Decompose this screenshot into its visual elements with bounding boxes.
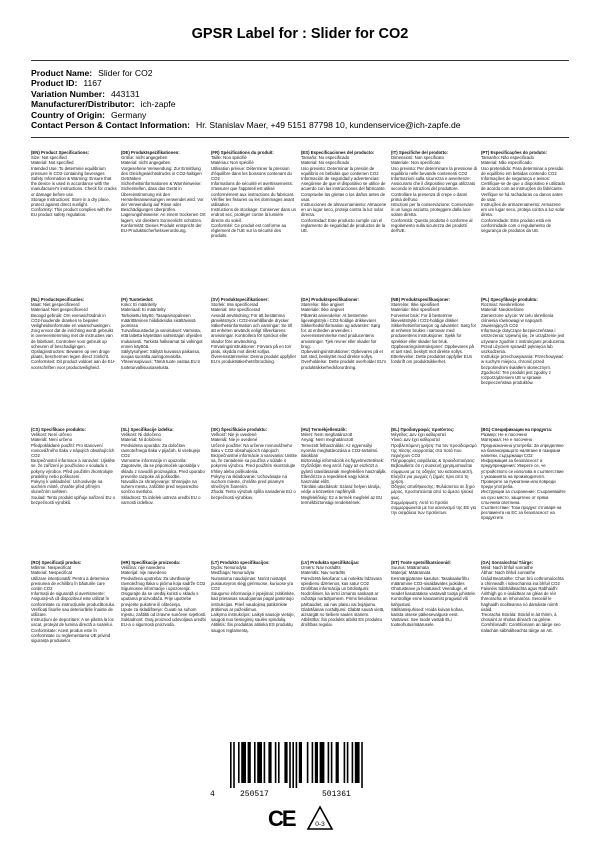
recycling-code: 0-3 [315,821,325,828]
spec-heading: (NL) Productspecificaties: [31,297,85,302]
spec-text: Tamanho: Não especificado Material: Não especificado Uso pretendido: Para determinar a pressão de equilíbrio em bebidas contendo CO2 Informações de segurança e avisos: Certifique-se de que o dispositivo é utilizado de acordo com as instruções do fabricante. Verifique se há rachaduras ou danos antes de usar. Instruções de armazenamento: Armazene em um lugar seco, proteja contra a luz solar direta. Conformidade: Este produto está em conformidade com o regulamento de segurança de produtos da UE. [481,155,566,234]
spec-block-sl [121,427,211,560]
spec-text: Taille: Non spécifié Matériau: Non spécifié Utilisation prévue: Déterminer la pression d'équilibre dans les boissons contenant du CO2 Informations de sécurité et avertissements: S'assurer que l'appareil est utilisé conformément aux instructions du fabricant. Vérifier les fissures ou les dommages avant utilisation. Instructions de stockage: Conserver dans un endroit sec, protéger contre la lumière directe du soleil. Conformité: Ce produit est conforme au règlement de l'UE sur la sécurité des produits. [211,155,297,239]
spec-block-ro [31,560,121,708]
product-id-value: 1167 [83,78,102,89]
spec-heading: (RO) Specificații produs: [31,560,82,565]
spec-block-bg [481,427,571,560]
spec-text: Veličina: nije navedeno Materijal: nije navedeno Predviđena upotreba: Za utvrđivanje ravnotežnog tlaka u pićima koja sadrže CO2 Sigurnosne informacije i upozorenja: Osigurajte da se uređaj koristi u skladu s uputama proizvođača. Prije upotrebe provjerite pukotine ili oštećenja. Upute za skladištenje: Čuvati na suhom mjestu, zaštititi od izravne sunčeve svjetlosti. Sukladnost: Ovaj proizvod udovoljava uredbi EU-a o sigurnosti proizvoda. [121,565,207,628]
spec-text: Dimensioni: Non specificato Materiale: Non specificato Uso previsto: Per determinare la pressione di equilibrio nelle bevande contenenti CO2 Informazioni sulla sicurezza e avvertenze: Assicurarsi che il dispositivo venga utilizzato secondo le istruzioni del produttore. Controllare la presenza di crepe o danni prima dell'uso. Istruzioni per la conservazione: Conservare in un luogo asciutto, proteggere dalla luce solare diretta. Conformità: Questo prodotto è conforme al regolamento sulla sicurezza dei prodotti dell'UE. [391,155,477,234]
spec-block-el [391,427,481,560]
country-of-origin-label: Country of Origin: [31,109,105,120]
ce-mark: CE [268,806,295,831]
spec-text: Größe: nicht angegeben Material: nicht angegeben Vorgesehene Verwendung: Zur Ermittlung des Gleichgewichtsdrucks in CO2-haltigen Getränken Sicherheitsinformationen & Warnhinweise: Sicherstellen, dass das Gerät in Übereinstimmung mit den Herstelleranweisungen verwendet wird. Vor der Verwendung auf Risse oder Beschädigungen überprüfen. Lagerungshinweise: An einem trockenen Ort lagern, vor direktem Sonnenlicht schützen. Konformität: Dieses Produkt entspricht der EU-Produktsicherheitsverordnung. [121,155,206,234]
spec-block-fr [211,150,301,297]
spec-heading: (EN) Product Specifications: [31,150,90,155]
barcode-bar [233,742,235,788]
spec-text: Storlek: Inte specificerad Material: Inte specificerad Avsedd användning: För att bestämma jämviktstryck i CO2-innehållande drycker Säkerhetsinformation och varningar: Se till att enheten används enligt tillverkarens anvisningar. Kontrollera för sprickor eller skador före användning. Förvaringsinstruktioner: Förvara på en torr plats, skydda mot direkt solljus. Överensstämmelse: Denna produkt uppfyller EU:s produktsäkerhetsförordning. [211,302,297,365]
spec-heading: (FR) Spécifications du produit: [211,150,274,155]
spec-heading: (NB) Produktspesifikasjoner: [391,297,451,302]
contact-label: Contact Person & Contact Information: [31,120,190,131]
barcode-bar [312,742,314,783]
barcode-bar [284,742,287,783]
spec-text: Μέγεθος: Δεν έχει καθοριστεί Υλικό: Δεν έχει καθοριστεί Προβλεπόμενη χρήση: Για τον προσδιορισμό της πίεσης ισορροπίας στα ποτά που περιέχουν CO2 Πληροφορίες ασφάλειας & προειδοποιήσεις: Βεβαιωθείτε ότι η συσκευή χρησιμοποιείται σύμφωνα με τις οδηγίες του κατασκευαστή. Ελέγξτε για ρωγμές ή ζημιές πριν από τη χρήση. Οδηγίες αποθήκευσης: Φυλάσσεται σε ξηρό μέρος, προστατεύεται από το άμεσο ηλιακό φως. Συμμόρφωση: Αυτό το προϊόν συμμορφώνεται με τον κανονισμό της ΕΕ για την ασφάλεια των προϊόντων. [391,432,477,516]
label-title: GPSR Label for : Slider for CO2 [191,26,409,42]
spec-heading: (LT) Produkto specifikacijos: [211,560,270,565]
product-info [31,68,591,130]
specifications-grid [31,150,571,708]
spec-block-pl [481,297,571,427]
spec-block-es [301,150,391,297]
spec-block-et [391,560,481,708]
top-divider [31,60,569,61]
barcode-bar [328,742,330,783]
barcode-bar [299,742,302,783]
spec-block-sk [211,427,301,560]
barcode-bar [361,742,363,788]
spec-text: Størrelse: Ikke spesifisert Materiale: Ikke spesifisert Forventet bruk: For å bestemme likevektstrykk i CO2-holdige drikker Sikkerhetsinformasjon og advarsler: Sørg for at enheten brukes i samsvar med produsentens instruksjoner. Sjekk for sprekker eller skader før bruk. Oppbevaringsinstruksjoner: Oppbevares på et tørt sted, beskytt mot direkte sollys. Etterlevelse: Dette produktet oppfyller EUs forskrift om produktsikkerhet. [391,302,477,365]
product-name-label: Product Name: [31,68,93,78]
spec-heading: (SV) Produktspecifikationer: [211,297,269,302]
spec-heading: (PL) Specyfikacje produktu: [481,297,538,302]
spec-heading: (SL) Specifikacije izdelka: [121,427,174,432]
contact-row [31,120,591,130]
spec-block-nl [31,297,121,427]
spec-block-de [121,150,211,297]
barcode-bar [238,742,240,783]
ean-barcode [210,742,400,802]
variation-number-row [31,89,591,99]
spec-block-lt [211,560,301,708]
spec-block-sv [211,297,301,427]
spec-block-hu [301,427,391,560]
spec-text: Méret: Nem meghatározott Anyag: Nem meghatározott Tervezett felhasználás: Az egyensúlyi nyomás meghatározása a CO2-tartalmú italokban Biztonsági információk és figyelmeztetések: Győződjön meg arról, hogy az eszközt a gyártó utasításainak megfelelően használják. Ellenőrizze a repedések vagy károk használat előtt. Tárolási utasítások: Száraz helyen tárolja, védje a közvetlen napfénytől. Megfelelőség: Ez a termék megfelel az EU termékbiztonsági rendeletének. [301,432,387,505]
manufacturer-label: Manufacturer/Distributor: [31,99,135,110]
product-id-label: Product ID: [31,78,78,89]
barcode-bar [296,742,298,788]
barcode-bar [307,742,309,783]
spec-text: Velikost: Ni določeno Material: Ni določeno Predvidena uporaba: Za določitev ravnotežnega tlaka v pijačah, ki vsebujejo CO2 Varnostne informacije in opozorila: Zagotovite, da se pripomoček uporablja v skladu z navodili proizvajalca. Pred uporabo preverite razpoke ali poškodbe. Navodila za shranjevanje: Shranjujte na suhem mestu, zaščitite pred neposredno sončno svetlobo. Skladnost: Ta izdelek ustreza uredbi EU o varnosti izdelkov. [121,432,205,505]
spec-heading: (BG) Спецификации на продукта: [481,427,553,432]
spec-heading: (ES) Especificaciones del producto: [301,150,375,155]
variation-number-value: 443131 [111,88,140,99]
barcode-bar [315,742,318,783]
spec-heading: (LV) Produkta specifikācijas: [301,560,360,565]
spec-block-da [301,297,391,427]
barcode-bar [241,742,246,783]
spec-block-nb [391,297,481,427]
variation-number-label: Variation Number: [31,88,106,99]
barcode-bar [254,742,256,783]
barcode-bar [264,742,266,783]
info-divider [31,137,569,138]
spec-text: Mărime: Nespecificat Material: Nespecificat Utilizare intenționată: Pentru a determina presiunea de echilibru în băuturile care conțin CO2 Informații de siguranță și avertismente: Asigurați-vă că dispozitivul este utilizat în conformitate cu instrucțiunile producătorului. Verificați fisurile sau deteriorările înainte de utilizare. Instrucțiuni de depozitare: A se păstra la loc uscat, protejat de lumina directă a soarelui. Conformitate: Acest produs este în conformitate cu reglementarea UE privind siguranța produselor. [31,565,116,644]
spec-text: Suurus: Määramata Materjal: Määramata Eesmärgipärane kasutus: Tasakaalurõhu määramine CO2-sisaldavates jookides Ohutusteave ja hoiatused: Veenduge, et seadet kasutatakse vastavalt tootja juhistele. Kontrollige enne kasutamist pragusid või kahjustusi. Säilitamisjuhised: Hoida kuivas kohas, kaitsta otsese päikesevalguse eest. Vastavus: See toode vastab ELi tooteohutusmäärusele. [391,565,477,628]
barcode-bar [289,742,291,788]
spec-text: Size: Not specified Material: Not specified Intended Use: To determine equilibrium pressure in CO2-containing beverages Safety Information & Warning: Ensure that the device is used in accordance with the manufacturer's instructions. Check for cracks or damage before use. Storage Instructions: Store in a dry place, protect against direct sunlight. Conformity: This product complies with the EU product safety regulation. [31,155,117,218]
spec-heading: (CS) Specifikace produktu: [31,427,86,432]
barcode-bar [268,742,271,783]
barcode-bar [230,742,232,788]
barcode-left-digits: 250517 [240,790,269,799]
spec-text: Størrelse: Ikke angivet Materiale: Ikke angivet Påtænkt anvendelse: At bestemme ligevægtstryk i CO2-holdige drikkevarer Sikkerhedsinformation og advarsler: Sørg for, at enheden anvendes i overensstemmelse med producentens anvisninger. Tjek revner eller skader før brug. Opbevaringsinstruktioner: Opbevares på et tørt sted, beskyttet mod direkte sollys. Overholdelse: Dette produkt overholder EU's produktsikkerhedsforordning. [301,302,387,370]
spec-heading: (IT) Specifiche del prodotto: [391,150,449,155]
spec-text: Méid: Nach bhfuil sonraithe Ábhar: Nach bhfuil sonraithe Úsáid Beartaithe: Chun brú cothromaíochta a chinneadh i ndeochanna ina bhfuil CO2 Faisnéis Sábháilteachta agus Rabhaidh: Áirithigh go n-úsáidtear an gléas de réir threoracha an mhonaróra. Seiceáil le haghaidh scoilteanna nó damáiste roimh úsáid. Treoracha Stórála: Stóráil in áit thirim, á chosaint ar sholas díreach na gréine. Comhlíonadh: Comhlíonann an táirge seo rialachán sábháilteachta táirge an AE. [481,565,564,633]
spec-block-hr [121,560,211,708]
barcode-bar [248,742,251,783]
spec-heading: (ET) Toote spetsifikatsioonid: [391,560,452,565]
spec-text: Dydis: Nenurodyta Medžiaga: Nenurodyta Numatoma naudojimas: Norint nustatyti pusiausvyros slėgį gėrimuose, kuriuose yra CO2 Saugumo informacija ir įspėjimai: Įsitikinkite, kad prietaisas naudojamas pagal gamintojo instrukcijas. Prieš naudojimą patikrinkite įtrūkimus ar pažeidimus. Laikymo instrukcijos: Laikyti sausoje vietoje, saugoti nuo tiesioginių saulės spindulių. Atitiktis: Šis produktas atitinka ES produktų saugos reglamentą. [211,565,296,633]
barcode-bar [336,742,339,783]
manufacturer-value: ich-zapfe [140,99,176,110]
contact-value: Hr. Stanislav Maer, +49 5151 87798 10, kundenservice@ich-zapfe.de [196,120,461,131]
spec-block-pt [481,150,571,297]
spec-text: Velikost: Není určeno Materiál: Není určeno Předpokládané použití: Pro stanovení rovnovážného tlaku v nápojích obsahujících CO2 Bezpečnostní informace a varování: Ujistěte se, že zařízení je používáno v souladu s pokyny výrobce. Před použitím zkontrolujte praskliny nebo poškození. Pokyny k uskladnění: Uchovávejte na suchém místě, chraňte před přímým slunečním světlem. Soulad: Tento produkt splňuje nařízení EU o bezpečnosti výrobků. [31,432,116,505]
spec-heading: (DE) Produktspezifikationen: [121,150,180,155]
barcode-bar [275,742,277,783]
product-name-row [31,68,591,78]
spec-text: Veľkosť: Nie je uvedené Materiál: Nie je uvedené Určené použitie: Na určenie rovnovážneho tlaku v CO2-obsahujúcich nápojoch Bezpečnostné informácie a varovania: Uistite sa, že zariadenie sa používa v súlade s pokynmi výrobcu. Pred použitím skontrolujte trhliny alebo poškodenia. Pokyny na skladovanie: Uchovávajte na suchom mieste, chráňte pred priamym slnečným žiarením. Zhoda: Tento výrobok spĺňa nariadenie EÚ o bezpečnosti výrobkov. [211,432,297,500]
spec-heading: (HU) Termékjellemzők: [301,427,348,432]
spec-text: Koko: Ei määritelty Materiaali: Ei määritelty Tarkoitettu käyttö: Tasapainopaineen määrittäminen hiilidioksidia sisältävissä juomissa Turvallisuustiedot ja varoitukset: Varmista, että laitetta käytetään valmistajan ohjeiden mukaisesti. Tarkista halkeamat tai vahingot ennen käyttöä. Säilytysohjeet: Säilytä kuivassa paikassa, suojaa suoralta auringonvalolta. Yhteensopivuus: Tämä tuote vastaa EU:n tuoteturvallisuusasetusta. [121,302,203,370]
barcode-bar [347,742,349,783]
barcode-bar [352,742,354,783]
country-of-origin-row [31,110,591,120]
spec-text: Размер: Не е посочено Материал: Не е посочено Предназначена употреба: За определяне на балансиращото налягане в газирани напитки, съдържащи CO2 Информация за безопасност и предупреждения: Уверете се, че устройството се използва в съответствие с указанията на производителя. Проверете за пукнатини или повреди преди употреба. Инструкции за съхранение: Съхранявайте на сухо място, защитено от пряка слънчева светлина. Съответствие: Този продукт отговаря на регламента на ЕС за безопасност на продуктите. [481,432,566,521]
spec-text: Rozmiar: Nieokreślone Materiał: Nieokreślone Zamierzone użycie: W celu określenia ciśnienia równowagi w napojach zawierających CO2 Informacje dotyczące bezpieczeństwa i ostrzeżenia: Upewnij się, że urządzenie jest używane zgodnie z instrukcjami producenta. Przed użyciem sprawdź pęknięcia lub uszkodzenia. Instrukcje przechowywania: Przechowywać w suchym miejscu, chronić przed bezpośrednim światłem słonecznym. Zgodność: Ten produkt jest zgodny z rozporządzeniem UE w sprawie bezpieczeństwa produktów. [481,302,566,386]
spec-block-it [391,150,481,297]
spec-block-en [31,150,121,297]
spec-text: Tamaño: No especificado Material: No especificado Uso previsto: Determinar la presión de equilibrio en bebidas que contienen CO2 Información de seguridad y advertencias: Asegúrese de que el dispositivo se utilice de acuerdo con las instrucciones del fabricante. Compruebe las grietas o los daños antes de usar. Instrucciones de almacenamiento: Almacene en un lugar seco, proteja contra la luz solar directa. Conformidad: Este producto cumple con el reglamento de seguridad de productos de la UE. [301,155,387,234]
barcode-bar [344,742,346,783]
barcode-right-digits: 501361 [322,790,351,799]
recycling-icon [306,805,334,833]
barcode-bars [222,742,392,788]
spec-heading: (DA) Produktspecifikationer: [301,297,360,302]
spec-heading: (EL) Προδιαγραφές προϊόντος: [391,427,455,432]
country-of-origin-value: Germany [111,109,147,120]
spec-block-cs [31,427,121,560]
spec-heading: (HR) Specifikacije proizvoda: [121,560,181,565]
spec-block-ga [481,560,571,708]
spec-text: Izmērs: Nav norādīts Materiāls: Nav norādīts Paredzētā lietošana: Lai noteiktu līdzsvara spiedienu dzērienos, kas satur CO2 Drošības informācija un brīdinājumi: Nodrošiniet, ka ierīci izmanto saskaņā ar ražotāja norādījumiem. Pirms lietošanas pārbaudiet, vai nav plaisu vai bojājumu. Glabāšanas norādījumi: Glabāt sausā vietā, aizsargāt no tiešiem saules stariem. Atbilstība: Šis produkts atbilst ES produktu drošības regulai. [301,565,385,628]
barcode-bar [292,742,294,788]
spec-heading: (GA) Sonraíochtaí Táirge: [481,560,534,565]
manufacturer-row [31,99,591,109]
spec-heading: (SK) Špecifikácie produktu: [211,427,268,432]
spec-heading: (FI) Tuotetiedot: [121,297,154,302]
barcode-bar [355,742,360,783]
spec-text: Maat: Niet gespecificeerd Materiaal: Niet gespecificeerd Beoogd gebruik: Om evenwichtsdruk in CO2-houdende dranken te bepalen Veiligheidsinformatie en waarschuwingen: Zorg ervoor dat de inrichting wordt gebruikt in overeenstemming met de instructies van de fabrikant. Controleer voor gebruik op scheuren of beschadigingen. Opslaginstructies: Bewaren op een droge plaats, beschermen tegen direct zonlicht. Conformiteit: Dit product voldoet aan de EU-voorschriften voor productveiligheid. [31,302,116,370]
spec-block-fi [121,297,211,427]
barcode-bar [331,742,333,783]
product-name-value: Slider for CO2 [98,68,153,78]
barcode-bar [278,742,280,783]
barcode-bar [257,742,262,783]
spec-heading: (PT) Especificações do produto: [481,150,547,155]
barcode-bar [320,742,325,783]
product-id-row [31,78,591,88]
barcode-first-digit: 4 [210,790,215,799]
spec-block-lv [301,560,391,708]
